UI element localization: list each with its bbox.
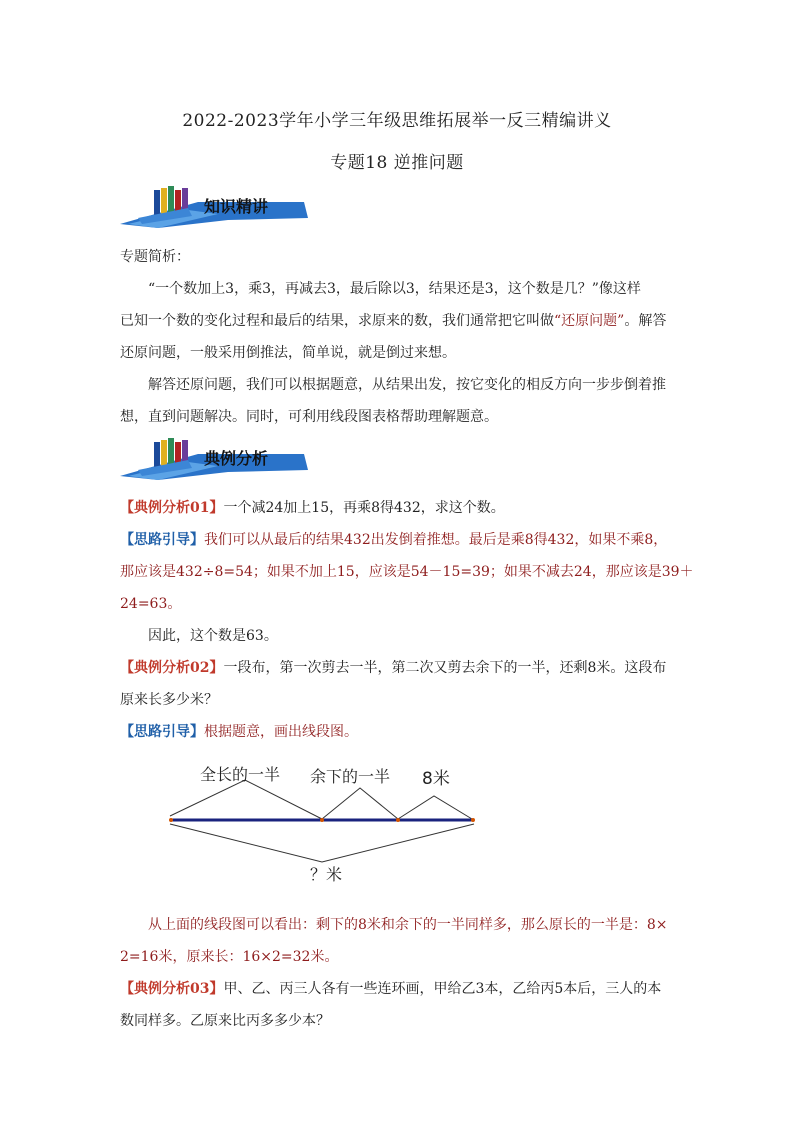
brace-rest-half: [322, 788, 398, 819]
example2-tag: 【典例分析02】: [120, 660, 224, 676]
brace-full-half: [170, 780, 322, 819]
para2-line1: 解答还原问题，我们可以根据题意，从结果出发，按它变化的相反方向一步步倒着推: [148, 377, 666, 393]
brace-total: [170, 824, 474, 862]
label-8m: 8米: [422, 769, 450, 789]
document-subtitle: 专题18 逆推问题: [330, 153, 464, 173]
segment-point-start: [169, 818, 173, 822]
example3-tag: 【典例分析03】: [120, 981, 224, 997]
label-rest-half: 余下的一半: [310, 767, 391, 786]
example1-text: 一个减24加上15，再乘8得432，求这个数。: [223, 500, 505, 516]
para1-line3: 还原问题，一般采用倒推法，简单说，就是倒过来想。: [120, 345, 456, 361]
example1-hint-line1: [120, 530, 680, 550]
example1-question: [120, 498, 680, 518]
example1-hint-line2: 那应该是432÷8=54；如果不加上15，应该是54－15=39；如果不减去24，那应该是39＋: [120, 564, 694, 580]
example3-question-line2: 数同样多。乙原来比丙多多少本？: [120, 1013, 330, 1029]
example1-answer: 因此，这个数是63。: [148, 628, 278, 644]
example2-hint: [120, 722, 680, 742]
intro-label: 专题简析：: [120, 249, 190, 265]
example1-hint-line3: 24=63。: [120, 596, 182, 612]
document-title: 2022-2023学年小学三年级思维拓展举一反三精编讲义: [182, 111, 612, 131]
section-header-examples: [118, 436, 318, 482]
example1-hint-tag: 【思路引导】: [120, 532, 204, 548]
example3-question-line1: [120, 979, 680, 999]
brace-8m: [398, 796, 472, 819]
para2-line2: 想，直到问题解决。同时，可利用线段图表格帮助理解题意。: [120, 409, 498, 425]
para1-line1: “一个数加上3，乘3，再减去3，最后除以3，结果还是3，这个数是几？”像这样: [148, 281, 641, 297]
example2-question-line1: [120, 658, 680, 678]
example2-hint-text: 根据题意，画出线段图。: [204, 724, 358, 740]
section-title-examples: 典例分析: [204, 449, 269, 468]
para1-line2: [120, 311, 680, 331]
example2-explain-line2: 2=16米，原来长：16×2=32米。: [120, 949, 339, 965]
term-restore-problem: “还原问题”: [554, 313, 625, 329]
example2-explain-line1: 从上面的线段图可以看出：剩下的8米和余下的一半同样多，那么原长的一半是：8×: [148, 917, 668, 933]
segment-point-end: [471, 818, 475, 822]
segment-point-half: [320, 818, 324, 822]
para1-line2-a: 已知一个数的变化过程和最后的结果，求原来的数，我们通常把它叫做: [120, 313, 554, 329]
label-full-half: 全长的一半: [200, 765, 281, 784]
example1-tag: 【典例分析01】: [120, 500, 224, 516]
segment-diagram: [160, 752, 490, 892]
example3-text1: 甲、乙、丙三人各有一些连环画，甲给乙3本，乙给丙5本后，三人的本: [223, 981, 662, 997]
segment-point-quarter: [396, 818, 400, 822]
para1-line2-c: 。解答: [624, 313, 667, 329]
example2-text1: 一段布，第一次剪去一半，第二次又剪去余下的一半，还剩8米。这段布: [223, 660, 667, 676]
example2-hint-tag: 【思路引导】: [120, 724, 204, 740]
section-title-knowledge: 知识精讲: [204, 197, 269, 216]
example1-hint-text1: 我们可以从最后的结果432出发倒着推想。最后是乘8得432，如果不乘8，: [204, 532, 668, 548]
section-header-knowledge: [118, 184, 318, 230]
label-total: ？米: [310, 865, 343, 884]
example2-question-line2: 原来长多少米？: [120, 692, 218, 708]
